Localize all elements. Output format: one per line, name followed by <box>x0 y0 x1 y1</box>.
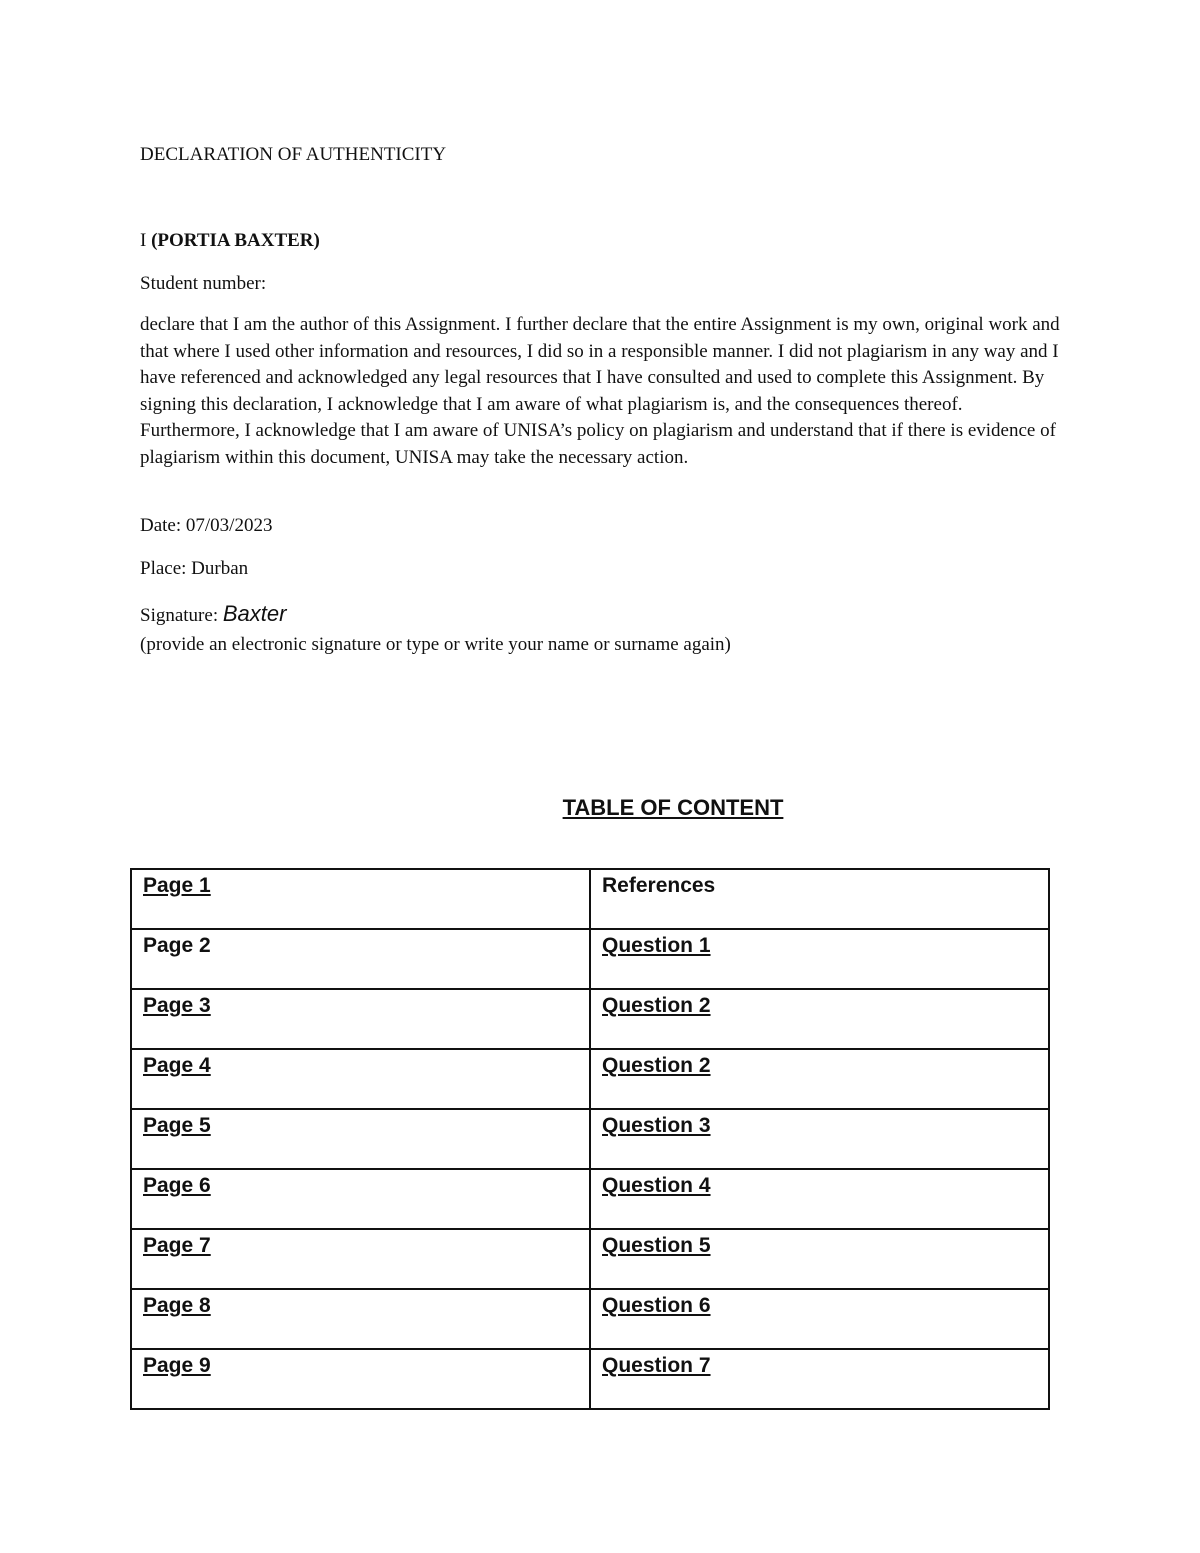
toc-page-label: Page 7 <box>143 1234 211 1257</box>
toc-row <box>131 929 1049 989</box>
toc-row <box>131 1229 1049 1289</box>
signature-value: Baxter <box>222 601 287 626</box>
toc-page-cell <box>131 1349 590 1409</box>
toc-item-cell <box>590 869 1049 929</box>
toc-page-label: Page 2 <box>143 934 211 957</box>
date-line: Date: 07/03/2023 <box>140 515 273 536</box>
toc-row <box>131 1289 1049 1349</box>
toc-item-label: Question 4 <box>602 1174 711 1197</box>
toc-item-label: Question 5 <box>602 1234 711 1257</box>
toc-page-label: Page 1 <box>143 874 211 897</box>
place-line: Place: Durban <box>140 558 249 579</box>
toc-row <box>131 989 1049 1049</box>
toc-item-label: Question 3 <box>602 1114 711 1137</box>
toc-item-cell <box>590 1289 1049 1349</box>
toc-page-label: Page 3 <box>143 994 211 1017</box>
toc-item-cell <box>590 989 1049 1049</box>
toc-row <box>131 1049 1049 1109</box>
toc-row <box>131 1109 1049 1169</box>
student-number-label: Student number: <box>140 273 267 294</box>
toc-body <box>131 869 1049 1409</box>
toc-item-label: Question 1 <box>602 934 711 957</box>
toc-row <box>131 1349 1049 1409</box>
toc-page-cell <box>131 1049 590 1109</box>
toc-page-cell <box>131 1229 590 1289</box>
toc-item-label: Question 2 <box>602 994 711 1017</box>
toc-row <box>131 1169 1049 1229</box>
toc-item-label: Question 6 <box>602 1294 711 1317</box>
toc-page-label: Page 6 <box>143 1174 211 1197</box>
toc-item-cell <box>590 1229 1049 1289</box>
toc-page-cell <box>131 1289 590 1349</box>
author-line <box>140 228 320 255</box>
toc-item-cell <box>590 929 1049 989</box>
toc-page-label: Page 4 <box>143 1054 211 1077</box>
toc-page-label: Page 9 <box>143 1354 211 1377</box>
declaration-body: declare that I am the author of this Assignment. I further declare that the entire Assignment is my own, original work and that where I used other information and resources, I did so in a responsible manner. I did not plagiarism in any way and I have referenced and acknowledged any legal resources that I have consulted and used to complete this Assignment. By signing this declaration, I acknowledge that I am aware of what plagiarism is, and the consequences thereof. Furthermore, I acknowledge that I am aware of UNISA’s policy on plagiarism and understand that if there is evidence of plagiarism within this document, UNISA may take the necessary action. <box>140 314 1060 468</box>
toc-table <box>130 868 1050 1410</box>
toc-item-cell <box>590 1049 1049 1109</box>
signature-line <box>140 601 286 630</box>
toc-item-label: Question 7 <box>602 1354 711 1377</box>
toc-item-cell <box>590 1349 1049 1409</box>
toc-item-cell <box>590 1109 1049 1169</box>
toc-page-cell <box>131 989 590 1049</box>
toc-page-cell <box>131 869 590 929</box>
toc-page-label: Page 8 <box>143 1294 211 1317</box>
toc-item-label: Question 2 <box>602 1054 711 1077</box>
toc-page-label: Page 5 <box>143 1114 211 1137</box>
toc-row <box>131 869 1049 929</box>
toc-page-cell <box>131 1109 590 1169</box>
signature-label: Signature: <box>140 605 223 626</box>
toc-title: TABLE OF CONTENT <box>562 795 784 820</box>
declaration-title: DECLARATION OF AUTHENTICITY <box>140 144 447 165</box>
author-prefix: I <box>140 230 152 251</box>
toc-item-label: References <box>602 874 716 897</box>
toc-page-cell <box>131 1169 590 1229</box>
author-name: (PORTIA BAXTER) <box>151 230 320 251</box>
toc-item-cell <box>590 1169 1049 1229</box>
signature-note: (provide an electronic signature or type or write your name or surname again) <box>140 634 731 655</box>
toc-page-cell <box>131 929 590 989</box>
